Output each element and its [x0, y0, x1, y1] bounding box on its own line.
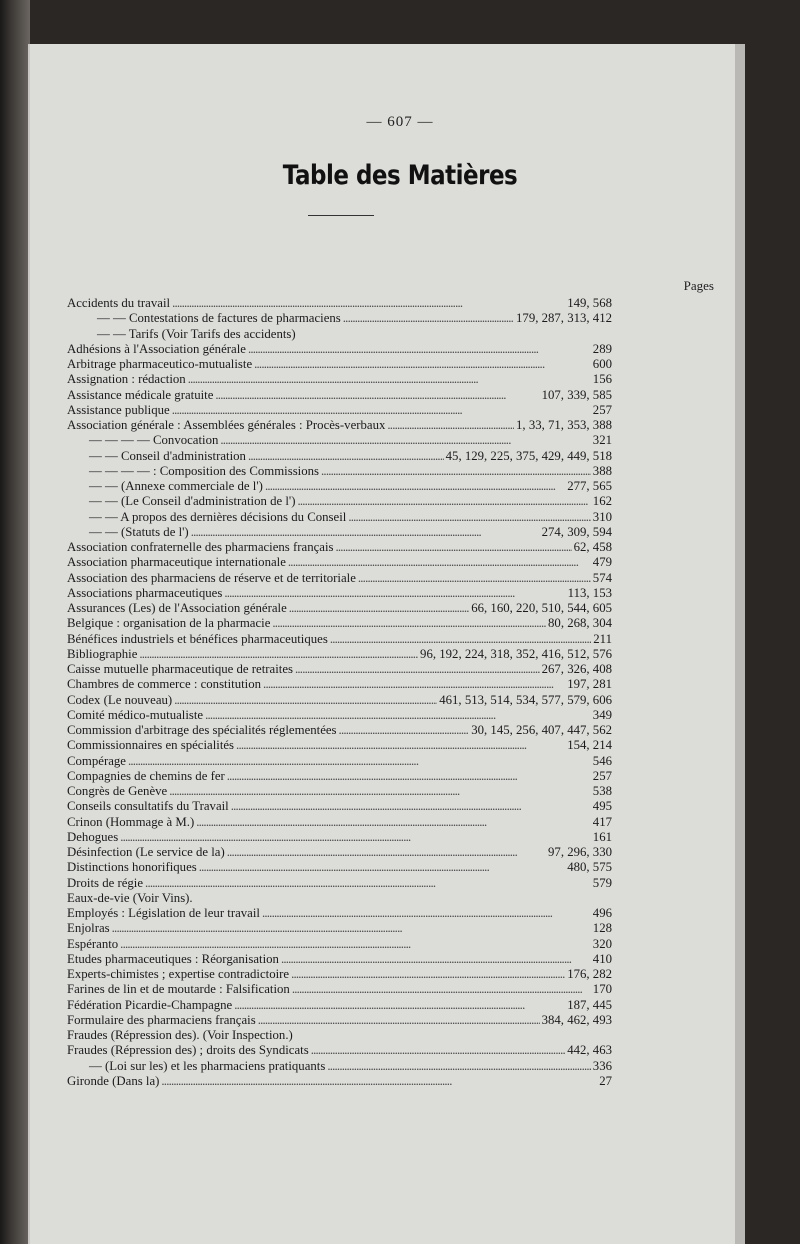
- toc-entry: [67, 464, 612, 479]
- dot-leader: [215, 388, 539, 403]
- dot-leader: [174, 693, 437, 708]
- toc-entry-pages: 410: [592, 951, 612, 966]
- toc-entry: [67, 693, 612, 708]
- dot-leader: [224, 586, 565, 601]
- toc-entry-label: — — — — : Composition des Commissions: [89, 463, 320, 478]
- toc-entry-pages: 384, 462, 493: [541, 1012, 612, 1027]
- toc-entry: [67, 525, 612, 540]
- toc-entry: [67, 388, 612, 403]
- toc-entry-label: Experts-chimistes ; expertise contradictoire: [67, 967, 290, 981]
- dot-leader: [258, 1013, 540, 1028]
- toc-entry-pages: 96, 192, 224, 318, 352, 416, 512, 576: [420, 646, 612, 661]
- toc-entry: [67, 830, 612, 845]
- dot-leader: [343, 311, 514, 326]
- toc-entry-label: — — Contestations de factures de pharmaciens: [97, 311, 341, 326]
- toc-entry-label: Association pharmaceutique internationale: [67, 555, 286, 570]
- dot-leader: [262, 906, 591, 921]
- toc-entry-label: Conseils consultatifs du Travail: [67, 799, 229, 814]
- toc-entry-pages: 187, 445: [567, 997, 612, 1012]
- dot-leader: [234, 998, 565, 1013]
- dot-leader: [227, 845, 546, 860]
- dot-leader: [348, 510, 590, 525]
- toc-entry-pages: 257: [592, 768, 612, 783]
- toc-entry: [67, 510, 612, 525]
- dot-leader: [263, 677, 565, 692]
- toc-entry-pages: 154, 214: [567, 738, 612, 753]
- toc-entry-pages: 320: [592, 936, 612, 951]
- dot-leader: [231, 799, 591, 814]
- toc-entry-label: Etudes pharmaceutiques : Réorganisation: [67, 951, 279, 966]
- dot-leader: [265, 479, 565, 494]
- dot-leader: [297, 494, 590, 509]
- toc-entry-pages: 66, 160, 220, 510, 544, 605: [471, 601, 612, 615]
- toc-entry-pages: 267, 326, 408: [541, 662, 612, 676]
- toc-entry-pages: 45, 129, 225, 375, 429, 449, 518: [445, 448, 612, 463]
- toc-entry-pages: 461, 513, 514, 534, 577, 579, 606: [439, 692, 612, 707]
- toc-entry: [67, 799, 612, 814]
- toc-entry-pages: 479: [592, 555, 612, 570]
- toc-entry: [67, 708, 612, 723]
- toc-entry: [67, 937, 612, 952]
- toc-entry-label: Adhésions à l'Association générale: [67, 341, 246, 356]
- dot-leader: [281, 952, 591, 967]
- toc-entry-pages: 495: [592, 799, 612, 814]
- toc-entry-pages: 417: [592, 814, 612, 829]
- toc-entry-label: — (Loi sur les) et les pharmaciens pratiquants: [89, 1058, 326, 1073]
- toc-entry-pages: 179, 287, 313, 412: [516, 311, 612, 326]
- toc-entry: [67, 449, 612, 464]
- toc-entry-label: Enjolras: [67, 921, 110, 936]
- toc-entry: [67, 403, 612, 418]
- pages-column-header: Pages: [683, 278, 714, 293]
- toc-entry-label: Accidents du travail: [67, 296, 171, 310]
- toc-entry-label: Distinctions honorifiques: [67, 860, 197, 875]
- toc-entry: [67, 327, 612, 342]
- toc-entry-pages: 310: [592, 509, 612, 524]
- toc-entry: [67, 738, 612, 753]
- dot-leader: [321, 464, 591, 479]
- toc-entry: [67, 1059, 612, 1074]
- dot-leader: [205, 708, 591, 723]
- toc-entry-label: Dehogues: [67, 829, 119, 844]
- toc-entry-pages: 176, 282: [567, 967, 612, 981]
- toc-entry: [67, 891, 612, 906]
- toc-entry-pages: 546: [592, 753, 612, 768]
- toc-entry-pages: 113, 153: [567, 585, 612, 600]
- toc-entry-pages: 579: [592, 875, 612, 890]
- toc-entry: [67, 1043, 612, 1058]
- toc-entry: [67, 616, 612, 631]
- dot-leader: [120, 937, 591, 952]
- toc-entry-pages: 149, 568: [567, 296, 612, 310]
- dot-leader: [227, 769, 591, 784]
- toc-entry-pages: 107, 339, 585: [541, 387, 612, 402]
- toc-entry-pages: 388: [592, 463, 612, 478]
- toc-entry-pages: 1, 33, 71, 353, 388: [516, 418, 612, 432]
- toc-entry: [67, 815, 612, 830]
- toc-entry-pages: 197, 281: [567, 677, 612, 692]
- toc-entry-label: Espéranto: [67, 936, 119, 951]
- toc-entry-label: Belgique : organisation de la pharmacie: [67, 616, 271, 631]
- dot-leader: [236, 738, 565, 753]
- toc-entry: [67, 1028, 612, 1043]
- toc-entry-label: Farines de lin et de moutarde : Falsification: [67, 982, 290, 997]
- dot-leader: [139, 647, 418, 662]
- dot-leader: [295, 662, 540, 677]
- toc-entry-label: Désinfection (Le service de la): [67, 845, 225, 859]
- toc-entry: [67, 311, 612, 326]
- toc-entry-label: Droits de régie: [67, 875, 144, 890]
- toc-entry-label: Compagnies de chemins de fer: [67, 768, 225, 783]
- dot-leader: [199, 860, 565, 875]
- toc-entry: [67, 601, 612, 616]
- toc-entry-pages: 62, 458: [573, 540, 612, 554]
- dot-leader: [169, 784, 591, 799]
- toc-entry-pages: 162: [592, 494, 612, 509]
- toc-entry-pages: 321: [592, 433, 612, 448]
- toc-entry-label: Eaux-de-vie (Voir Vins).: [67, 890, 193, 905]
- toc-entry-label: Crinon (Hommage à M.): [67, 814, 195, 829]
- toc-entry-label: Association confraternelle des pharmaciens français: [67, 540, 334, 554]
- dot-leader: [248, 449, 444, 464]
- toc-entry: [67, 906, 612, 921]
- title-rule: [308, 215, 374, 216]
- toc-entry-pages: 349: [592, 707, 612, 722]
- dot-leader: [254, 357, 591, 372]
- page-title: Table des Matières: [282, 161, 518, 191]
- toc-entry: [67, 342, 612, 357]
- toc-entry-label: — — Tarifs (Voir Tarifs des accidents): [97, 326, 296, 341]
- toc-entry-label: Commission d'arbitrage des spécialités réglementées: [67, 723, 337, 737]
- dot-leader: [292, 982, 591, 997]
- toc-entry: [67, 571, 612, 586]
- toc-entry-label: Commissionnaires en spécialités: [67, 738, 235, 753]
- toc-entry: [67, 418, 612, 433]
- toc-entry-pages: 161: [592, 829, 612, 844]
- toc-entry-label: Comité médico-mutualiste: [67, 707, 204, 722]
- toc-entry: [67, 723, 612, 738]
- toc-entry-pages: 128: [592, 921, 612, 936]
- toc-entry: [67, 372, 612, 387]
- toc-entry: [67, 860, 612, 875]
- toc-entry-pages: 211: [593, 631, 612, 646]
- toc-entry-label: Assignation : rédaction: [67, 372, 186, 387]
- toc-entry-pages: 27: [599, 1073, 612, 1088]
- toc-entry-label: — — (Le Conseil d'administration de l'): [89, 494, 296, 509]
- toc-entry: [67, 754, 612, 769]
- dot-leader: [172, 296, 565, 311]
- toc-entry-pages: 442, 463: [567, 1043, 612, 1058]
- toc-entry: [67, 632, 612, 647]
- toc-entry-label: Fédération Picardie-Champagne: [67, 997, 233, 1012]
- toc-entry: [67, 784, 612, 799]
- dot-leader: [196, 815, 591, 830]
- toc-entry: [67, 921, 612, 936]
- dot-leader: [291, 967, 565, 982]
- toc-entry-pages: 257: [592, 402, 612, 417]
- toc-entry: [67, 540, 612, 555]
- toc-entry: [67, 876, 612, 891]
- toc-entry-label: Employés : Législation de leur travail: [67, 906, 260, 920]
- toc-entry: [67, 296, 612, 311]
- dot-leader: [339, 723, 470, 738]
- toc-entry-pages: 156: [592, 372, 612, 387]
- toc-entry-label: Association des pharmaciens de réserve et de territoriale: [67, 570, 356, 585]
- toc-entry-label: Compérage: [67, 753, 126, 768]
- toc-entry-label: Association générale : Assemblées générales : Procès-verbaux: [67, 418, 386, 432]
- toc-entry-pages: 496: [592, 906, 612, 920]
- toc-entry-label: Congrès de Genève: [67, 784, 168, 798]
- toc-entry: [67, 647, 612, 662]
- toc-entry-label: Chambres de commerce : constitution: [67, 677, 262, 692]
- toc-entry: [67, 433, 612, 448]
- dot-leader: [128, 754, 591, 769]
- toc-entry-label: Associations pharmaceutiques: [67, 585, 223, 600]
- dot-leader: [288, 555, 591, 570]
- toc-entry-pages: 336: [592, 1058, 612, 1073]
- toc-entry: [67, 769, 612, 784]
- toc-entry-label: Assistance médicale gratuite: [67, 387, 214, 402]
- toc-entry: [67, 586, 612, 601]
- toc-entry: [67, 662, 612, 677]
- toc-entry-label: — — A propos des dernières décisions du Conseil: [89, 509, 347, 524]
- toc-entry: [67, 998, 612, 1013]
- toc-entry: [67, 845, 612, 860]
- table-of-contents: [67, 296, 612, 1089]
- dot-leader: [289, 601, 469, 616]
- page-number: — 607 —: [366, 114, 434, 130]
- toc-entry: [67, 967, 612, 982]
- toc-entry-pages: 97, 296, 330: [548, 845, 612, 859]
- page-edge: [735, 44, 745, 1244]
- dot-leader: [387, 418, 514, 433]
- toc-entry-label: — — (Statuts de l'): [89, 524, 189, 539]
- toc-entry-pages: 600: [592, 357, 612, 371]
- toc-entry-label: Arbitrage pharmaceutico-mutualiste: [67, 357, 253, 371]
- dot-leader: [311, 1043, 566, 1058]
- toc-entry: [67, 982, 612, 997]
- toc-entry-pages: 480, 575: [567, 860, 612, 875]
- toc-entry: [67, 555, 612, 570]
- toc-entry-pages: 80, 268, 304: [548, 616, 612, 631]
- toc-entry: [67, 494, 612, 509]
- toc-entry-label: Codex (Le nouveau): [67, 692, 173, 707]
- dot-leader: [220, 433, 590, 448]
- toc-entry-pages: 274, 309, 594: [541, 524, 612, 539]
- toc-entry-label: Bibliographie: [67, 646, 138, 661]
- toc-entry-pages: 170: [592, 982, 612, 997]
- toc-entry-pages: 574: [592, 570, 612, 585]
- dot-leader: [120, 830, 591, 845]
- dot-leader: [272, 616, 546, 631]
- dot-leader: [112, 921, 591, 936]
- toc-entry-pages: 538: [592, 784, 612, 798]
- toc-entry: [67, 1074, 612, 1089]
- toc-entry-label: Bénéfices industriels et bénéfices pharmaceutiques: [67, 631, 328, 646]
- toc-entry: [67, 479, 612, 494]
- toc-entry: [67, 677, 612, 692]
- dot-leader: [327, 1059, 590, 1074]
- toc-entry: [67, 357, 612, 372]
- toc-entry-label: Caisse mutuelle pharmaceutique de retraites: [67, 662, 293, 676]
- toc-entry-label: — — (Annexe commerciale de l'): [89, 479, 263, 493]
- dot-leader: [330, 632, 591, 647]
- dot-leader: [248, 342, 591, 357]
- toc-entry: [67, 952, 612, 967]
- dot-leader: [188, 372, 591, 387]
- dot-leader: [145, 876, 591, 891]
- toc-entry-label: — — — — Convocation: [89, 433, 219, 448]
- toc-entry-label: — — Conseil d'administration: [89, 448, 246, 463]
- dot-leader: [336, 540, 572, 555]
- toc-entry: [67, 1013, 612, 1028]
- toc-entry-pages: 289: [592, 341, 612, 356]
- toc-entry-label: Fraudes (Répression des). (Voir Inspection.): [67, 1028, 293, 1042]
- toc-entry-label: Assistance publique: [67, 402, 170, 417]
- dot-leader: [191, 525, 540, 540]
- toc-entry-label: Fraudes (Répression des) ; droits des Syndicats: [67, 1043, 309, 1058]
- dot-leader: [358, 571, 591, 586]
- dot-leader: [172, 403, 591, 418]
- toc-entry-label: Gironde (Dans la): [67, 1073, 160, 1088]
- toc-entry-label: Formulaire des pharmaciens français: [67, 1012, 256, 1027]
- toc-entry-pages: 30, 145, 256, 407, 447, 562: [471, 723, 612, 737]
- toc-entry-label: Assurances (Les) de l'Association générale: [67, 601, 287, 615]
- dot-leader: [161, 1074, 597, 1089]
- toc-entry-pages: 277, 565: [567, 479, 612, 493]
